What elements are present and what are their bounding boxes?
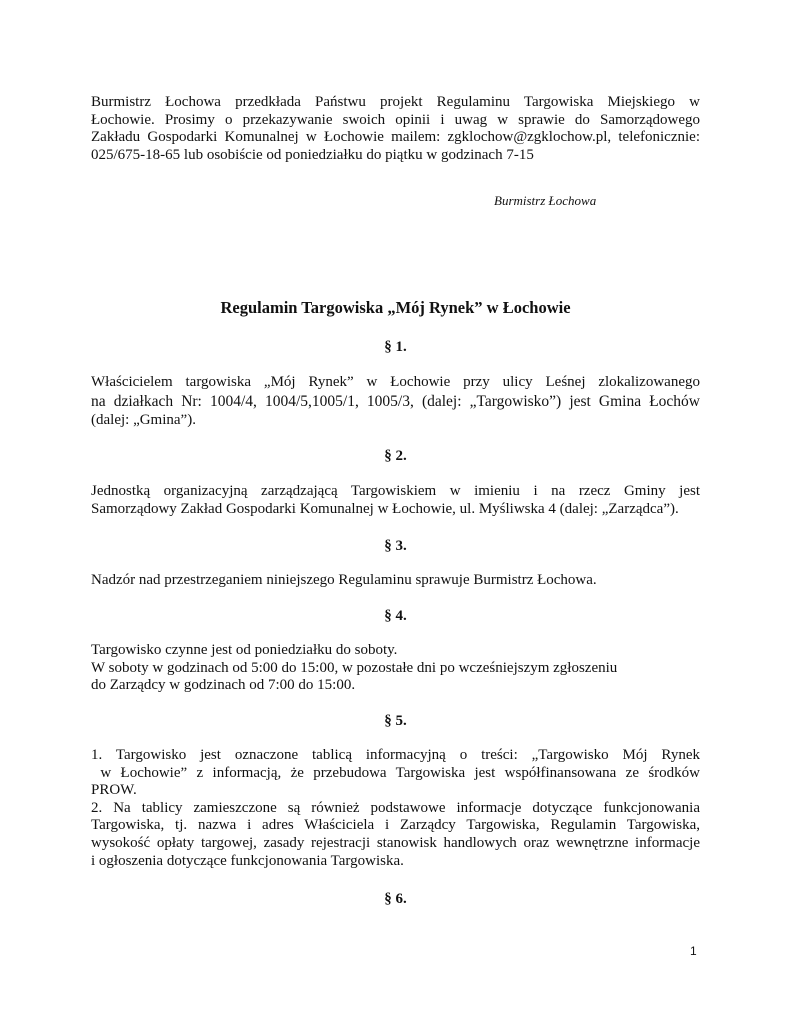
section-4-line: W soboty w godzinach od 5:00 do 15:00, w pozostałe dni po wcześniejszym zgłoszeniu [91, 659, 618, 676]
intro-signature: Burmistrz Łochowa [494, 193, 597, 208]
section-1-line: Właścicielem targowiska „Mój Rynek” w Łochowie przy ulicy Leśnej zlokalizowanego [91, 374, 700, 390]
section-heading-6: § 6. [384, 891, 407, 907]
section-4-line: Targowisko czynne jest od poniedziałku do soboty. [91, 642, 398, 658]
section-1-line: (dalej: „Gmina”). [91, 412, 196, 428]
section-5-line: wysokość opłaty targowej, zasady rejestracji stanowisk handlowych oraz wewnętrzne informacje [91, 834, 700, 851]
intro-line: Burmistrz Łochowa przedkłada Państwu projekt Regulaminu Targowiska Miejskiego w [91, 94, 700, 110]
page-number: 1 [690, 944, 697, 958]
section-1-line: na działkach Nr: 1004/4, 1004/5,1005/1, 1005/3, (dalej: „Targowisko”) jest Gmina Łochów [91, 393, 700, 410]
section-heading-1: § 1. [384, 339, 407, 355]
section-5-line: w Łochowie” z informacją, że przebudowa Targowiska jest współfinansowana ze środków [91, 764, 700, 781]
section-2-line: Jednostką organizacyjną zarządzającą Targowiskiem w imieniu i na rzecz Gminy jest [91, 483, 700, 499]
section-5-line: PROW. [91, 782, 137, 799]
section-heading-5: § 5. [384, 713, 407, 729]
section-4-paragraph [91, 642, 700, 695]
section-heading-2: § 2. [384, 448, 407, 464]
intro-line: Zakładu Gospodarki Komunalnej w Łochowie mailem: zgklochow@zgklochow.pl, telefonicznie: [91, 129, 700, 146]
section-5-line: Targowiska, tj. nazwa i adres Właściciela i Zarządcy Targowiska, Regulamin Targowiska, [91, 817, 700, 834]
section-5-line: i ogłoszenia dotyczące funkcjonowania Targowiska. [91, 852, 404, 869]
section-3-paragraph [91, 572, 700, 590]
intro-line: Łochowie. Prosimy o przekazywanie swoich opinii i uwag w sprawie do Samorządowego [91, 111, 700, 128]
section-3-line: Nadzór nad przestrzeganiem niniejszego Regulaminu sprawuje Burmistrz Łochowa. [91, 572, 597, 588]
document-title: Regulamin Targowiska „Mój Rynek” w Łochowie [220, 298, 571, 317]
intro-line: 025/675-18-65 lub osobiście od poniedziałku do piątku w godzinach 7-15 [91, 146, 534, 163]
section-2-paragraph [91, 483, 700, 518]
section-5-paragraph [91, 747, 700, 870]
intro-paragraph [91, 94, 700, 164]
section-5-line: 2. Na tablicy zamieszczone są również podstawowe informacje dotyczące funkcjonowania [91, 799, 700, 816]
section-5-line: 1. Targowisko jest oznaczone tablicą informacyjną o treści: „Targowisko Mój Rynek [91, 747, 700, 763]
section-2-line: Samorządowy Zakład Gospodarki Komunalnej w Łochowie, ul. Myśliwska 4 (dalej: „Zarządca”). [91, 500, 679, 517]
section-heading-4: § 4. [384, 608, 407, 624]
section-heading-3: § 3. [384, 538, 407, 554]
section-1-paragraph [91, 373, 700, 430]
section-4-line: do Zarządcy w godzinach od 7:00 do 15:00. [91, 677, 356, 694]
